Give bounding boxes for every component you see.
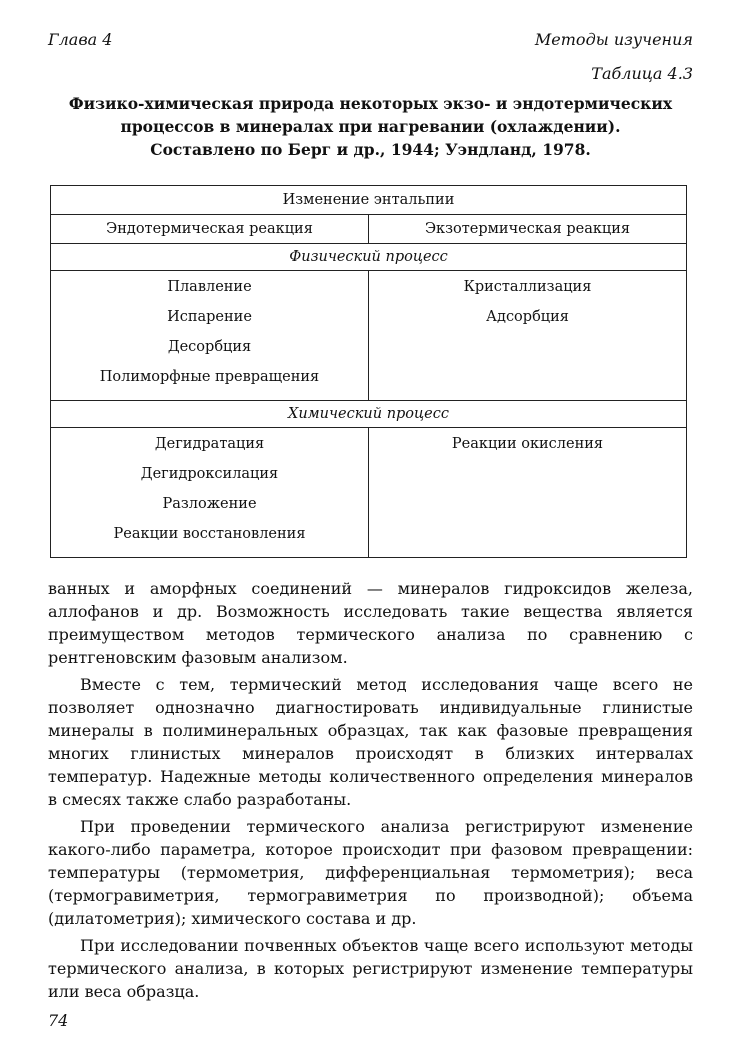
paragraph: При проведении термического анализа регистрируют изменение какого-либо параметра, которое происходит при фазовом превращении: температуры (термометрия, дифференциальная термометрия); веса (термогравиметрия, термогравиметрия по производной); объема (дилатометрия); химического состава и др. [48, 817, 693, 928]
list-item: Дегидратация [154, 436, 265, 452]
chapter-label: Глава 4 [48, 30, 113, 49]
enthalpy-table [50, 185, 687, 558]
section-chemical-process: Химический процесс [51, 401, 687, 428]
table-header-enthalpy: Изменение энтальпии [51, 186, 687, 215]
list-item: Испарение [167, 309, 252, 325]
paragraph: При исследовании почвенных объектов чаще всего используют методы термического анализа, в которых регистрируют изменение температуры или веса образца. [48, 936, 693, 1001]
list-item: Реакции восстановления [113, 526, 306, 542]
table-number: Таблица 4.3 [591, 64, 693, 83]
column-header-exothermic: Экзотермическая реакция [369, 215, 687, 244]
list-item: Кристаллизация [463, 279, 592, 295]
list-item: Дегидроксилация [140, 466, 279, 482]
list-item: Плавление [167, 279, 252, 295]
physical-endothermic-cell [51, 271, 369, 401]
physical-exothermic-cell [369, 271, 687, 401]
list-item: Разложение [162, 496, 257, 512]
body-text [48, 577, 693, 1003]
section-label: Методы изучения [534, 30, 693, 49]
list-item: Десорбция [167, 339, 252, 355]
list-item: Адсорбция [486, 309, 569, 325]
running-head [48, 30, 693, 49]
page-number: 74 [48, 1011, 69, 1030]
list-item: Полиморфные превращения [99, 369, 320, 385]
chemical-exothermic-cell [369, 428, 687, 558]
table-title-line: Составлено по Берг и др., 1944; Уэндланд, 1978. [150, 140, 591, 159]
paragraph: ванных и аморфных соединений — минералов гидроксидов железа, аллофанов и др. Возможность исследовать такие вещества является преимуществом методов термического анализа по сравнению с рентгеновским фазовым анализом. [48, 579, 693, 667]
table-title [48, 92, 693, 161]
table-title-line: Физико-химическая природа некоторых экзо- и эндотермических [68, 94, 673, 113]
table-title-line: процессов в минералах при нагревании (охлаждении). [120, 117, 621, 136]
chemical-endothermic-cell [51, 428, 369, 558]
list-item: Реакции окисления [451, 436, 604, 452]
paragraph: Вместе с тем, термический метод исследования чаще всего не позволяет однозначно диагностировать индивидуальные глинистые минералы в полиминеральных образцах, так как фазовые превращения многих глинистых минералов происходят в близких интервалах температур. Надежные методы количественного определения минералов в смесях также слабо разработаны. [48, 675, 693, 809]
section-physical-process: Физический процесс [51, 244, 687, 271]
column-header-endothermic: Эндотермическая реакция [51, 215, 369, 244]
